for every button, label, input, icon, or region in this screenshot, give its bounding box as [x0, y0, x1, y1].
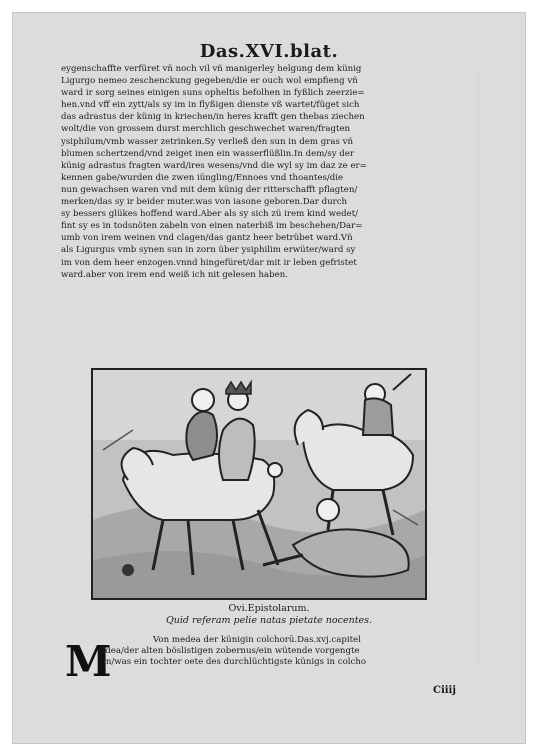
page-sheet [12, 12, 526, 744]
text-line: kennen gabe/wurden die zwen iüngling/Ennoes vnd thoantes/die [61, 172, 344, 183]
text-line: eygenschaffte verfüret vñ noch vil vñ manigerley helgung dem künig [61, 64, 362, 74]
text-line: wolt/die von grossem durst merchlich geschwechet waren/fragten [61, 124, 351, 135]
text-line: das adrastus der künig in kriechen/in heres krafft gen thebas ziechen [61, 112, 365, 123]
drop-cap: M [65, 637, 112, 686]
caption-quote: Quid referam pelie natas pietate nocentes. [165, 615, 373, 626]
text-line: umb von irem weinen vnd clagen/das gantz heer betrübet ward.Vñ [61, 233, 353, 244]
text-line: hen.vnd vff ein zytt/als sy im in flyßigen dienste vß wartet/füget sich [61, 100, 360, 111]
main-text-block [61, 63, 479, 281]
text-line: künig adrastus fragten ward/ires wesens/vnd die wyl sy im daz ze er= [61, 160, 367, 171]
text-line: nun gewachsen waren vnd mit dem künig der ritterschafft pflagten/ [61, 184, 358, 195]
text-line: ward.aber von irem end weiß ich nit gelesen haben. [61, 269, 288, 280]
text-line: sy bessers glükes hoffend ward.Aber als sy sich zü irem kind wedet/ [61, 209, 359, 220]
signature-mark: Ciiij [433, 685, 456, 696]
text-line: fint sy es in todsnöten zabeln von einen naterbiß im beschehen/Dar= [61, 221, 363, 232]
text-line: im von dem heer enzogen.vnnd hingefüret/dar mit ir leben gefristet [61, 257, 357, 268]
text-line: rin/was ein tochter oete des durchlüchtigste künigs in colcho [99, 657, 367, 668]
show-through-edge [478, 69, 487, 663]
book-page [13, 13, 525, 743]
illustration-caption [13, 603, 525, 627]
text-line: Ligurgo nemeo zeschenckung gegeben/die er ouch wol empfieng vñ [61, 76, 358, 87]
woodcut-illustration [91, 368, 427, 600]
text-line: blumen schertzend/vnd zeiget inen ein wasserflüßlin.In dem/sy der [61, 148, 354, 159]
chapter-heading: Von medea der künigin colchorū.Das.xvj.capitel [153, 635, 361, 645]
text-line: ysiphilum/vmb wasser zetrinken.Sy verließ den sun in dem gras vñ [61, 136, 353, 147]
caption-source: Ovi.Epistolarum. [228, 603, 310, 614]
text-line: als Ligurgus vmb synen sun in zorn über ysiphilim erwüter/ward sy [61, 245, 356, 256]
text-line: ward ir sorg seines einigen suns opheltis befolhen in fyßlich zeerzie= [61, 88, 365, 99]
woodcut-image [93, 370, 425, 598]
text-line: Edea/der alten böslistigen zobernus/ein wütende vorgengte [99, 646, 360, 656]
chapter-text-block [99, 646, 481, 669]
text-line: merken/das sy ir beider muter.was von iasone geboren.Dar durch [61, 197, 348, 208]
page-header: Das.XVI.blat. [199, 41, 339, 62]
